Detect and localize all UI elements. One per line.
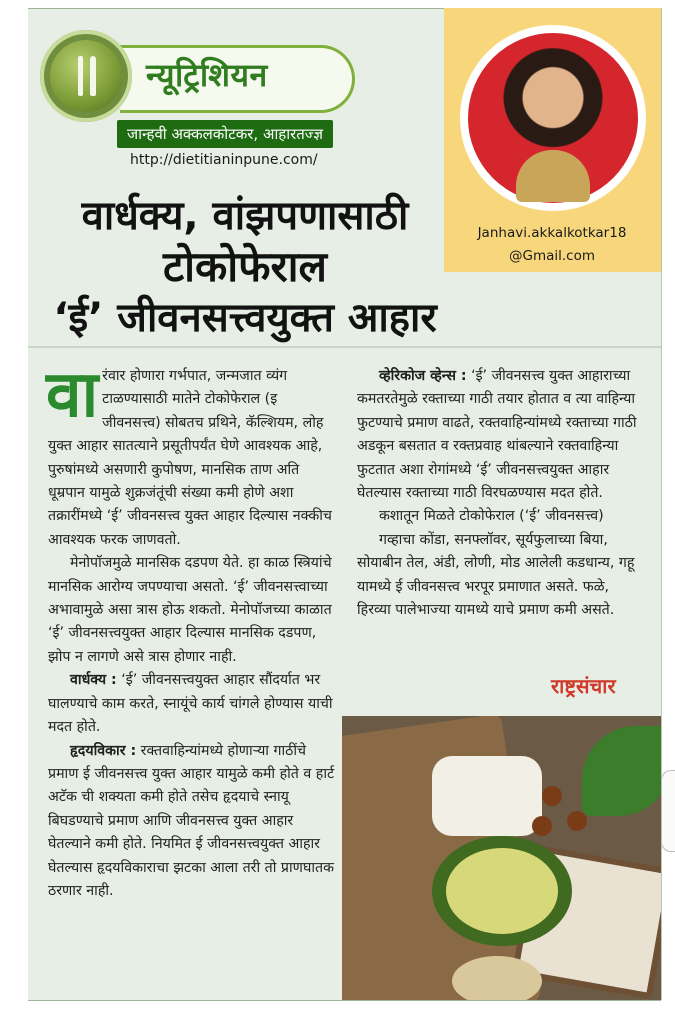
spinach-leaf bbox=[582, 726, 661, 816]
subhead-varicose: व्हेरिकोज व्हेन्स : bbox=[379, 368, 467, 384]
grain-bowl bbox=[452, 956, 542, 1000]
paragraph-menopause: मेनोपॉजमुळे मानसिक दडपण येते. हा काळ स्त्रियांचे मानसिक आरोग्य जपण्याचा असतो. ‘ई’ जीवनसत्त्वाच्या अभावामुळे असा त्रास होऊ शकतो. मेनोपॉजच्या काळात ‘ई’ जीवनसत्त्वयुक्त आहार दिल्यास मानसिक दडपण, झोप न लागणे असे त्रास होणार नाही. bbox=[48, 555, 332, 665]
website-link[interactable]: http://dietitianinpune.com/ bbox=[130, 152, 318, 168]
drop-cap: वा bbox=[46, 358, 99, 432]
vitamin-e-foods-photo bbox=[342, 716, 661, 1000]
hazelnut bbox=[567, 811, 587, 831]
scroll-handle[interactable] bbox=[661, 770, 675, 852]
subhead-aging: वार्धक्य : bbox=[70, 672, 117, 689]
author-byline: जान्हवी अक्कलकोटकर, आहारतज्ज्ञ bbox=[117, 120, 333, 148]
subhead-heart: हृदयविकार : bbox=[70, 742, 137, 759]
author-email[interactable] bbox=[452, 222, 652, 268]
knife-icon bbox=[90, 56, 96, 96]
hazelnut bbox=[532, 816, 552, 836]
article-column-2 bbox=[357, 365, 647, 622]
page-edge bbox=[661, 8, 662, 1000]
headline-line-1: वार्धक्य, वांझपणासाठी bbox=[81, 193, 409, 239]
nutrition-logo bbox=[40, 30, 132, 122]
headline-line-2: टोकोफेराल bbox=[162, 242, 328, 291]
paragraph-sources: गव्हाचा कोंडा, सनफ्लॉवर, सूर्यफुलाच्या बिया, सोयाबीन तेल, अंडी, लोणी, मोड आलेली कडधान्य, गहू यामध्ये ई जीवनसत्त्व भरपूर प्रमाणात असते. फळे, हिरव्या पालेभाज्या यामध्ये याचे प्रमाण कमी असते. bbox=[357, 531, 635, 619]
paragraph-varicose bbox=[357, 365, 647, 505]
headline bbox=[30, 190, 460, 344]
headline-line-3: ‘ई’ जीवनसत्त्वयुक्त आहार bbox=[53, 295, 437, 341]
email-line-2: @Gmail.com bbox=[508, 248, 595, 264]
bottom-rule bbox=[28, 1000, 661, 1001]
paragraph-aging bbox=[48, 669, 336, 739]
avocado-flesh bbox=[446, 848, 558, 934]
paragraph-intro-text: रंवार होणारा गर्भपात, जन्मजात व्यंग टाळण्यासाठी मातेने टोकोफेराल (इ जीवनसत्त्व) सोबतच प्रथिने, कॅल्शियम, लोह युक्त आहार सातत्याने प्रसूतीपर्यंत घेणे आवश्यक आहे, पुरुषांमध्ये असणारी कुपोषण, मानसिक ताण अति धूम्रपान यामुळे शुक्रजंतूंची संख्या कमी होणे अशा तक्रारींमध्ये ‘ई’ जीवनसत्त्व युक्त आहार दिल्यास नक्कीच आवश्यक फरक जाणवतो. bbox=[48, 368, 332, 548]
plate-icon bbox=[50, 40, 122, 112]
paragraph-intro bbox=[46, 358, 336, 552]
email-line-1: Janhavi.akkalkotkar18 bbox=[477, 225, 627, 241]
hazelnut bbox=[542, 786, 562, 806]
paragraph-heart bbox=[48, 740, 336, 904]
almond-pile bbox=[432, 756, 542, 836]
publication-brand: राष्ट्रसंचार bbox=[551, 674, 616, 698]
paragraph-varicose-text: ‘ई’ जीवनसत्त्व युक्त आहाराच्या कमतरतेमुळे रक्ताच्या गाठी तयार होतात व त्या वाहिन्या फुटण्याचे प्रमाण वाढते, रक्तवाहिन्यांमध्ये रक्ताच्या गाठी अडकून बसतात व रक्तप्रवाह थांबल्याने रक्तवाहिन्या फुटतात अशा रोगांमध्ये ‘ई’ जीवनसत्त्वयुक्त आहार घेतल्यास रक्ताच्या गाठी विरघळण्यास मदत होते. bbox=[357, 368, 637, 502]
column-title: न्यूट्रिशियन bbox=[146, 56, 268, 94]
article-column-1 bbox=[46, 358, 336, 903]
divider bbox=[28, 346, 661, 348]
subhead-sources: कशातून मिळते टोकोफेराल (‘ई’ जीवनसत्त्व) bbox=[379, 508, 604, 525]
fork-icon bbox=[78, 56, 83, 96]
paragraph-heart-text: रक्तवाहिन्यांमध्ये होणाऱ्या गाठींचे प्रमाण ई जीवनसत्त्व युक्त आहार यामुळे कमी होते व हार्ट अटॅक ची शक्यता कमी होते तसेच हृदयाचे स्नायू बिघडण्याचे प्रमाण आणि जीवनसत्त्व युक्त आहार घेतल्याने कमी होते. नियमित ई जीवनसत्त्वयुक्त आहार घेतल्यास हृदयविकाराचा झटका आला तरी तो प्राणघातक ठरणार नाही. bbox=[48, 742, 335, 899]
paragraph-aging-text: ‘ई’ जीवनसत्त्वयुक्त आहार सौंदर्यात भर घालण्याचे काम करते, स्नायूंचे कार्य चांगले होण्यास याची मदत होते. bbox=[48, 672, 333, 736]
